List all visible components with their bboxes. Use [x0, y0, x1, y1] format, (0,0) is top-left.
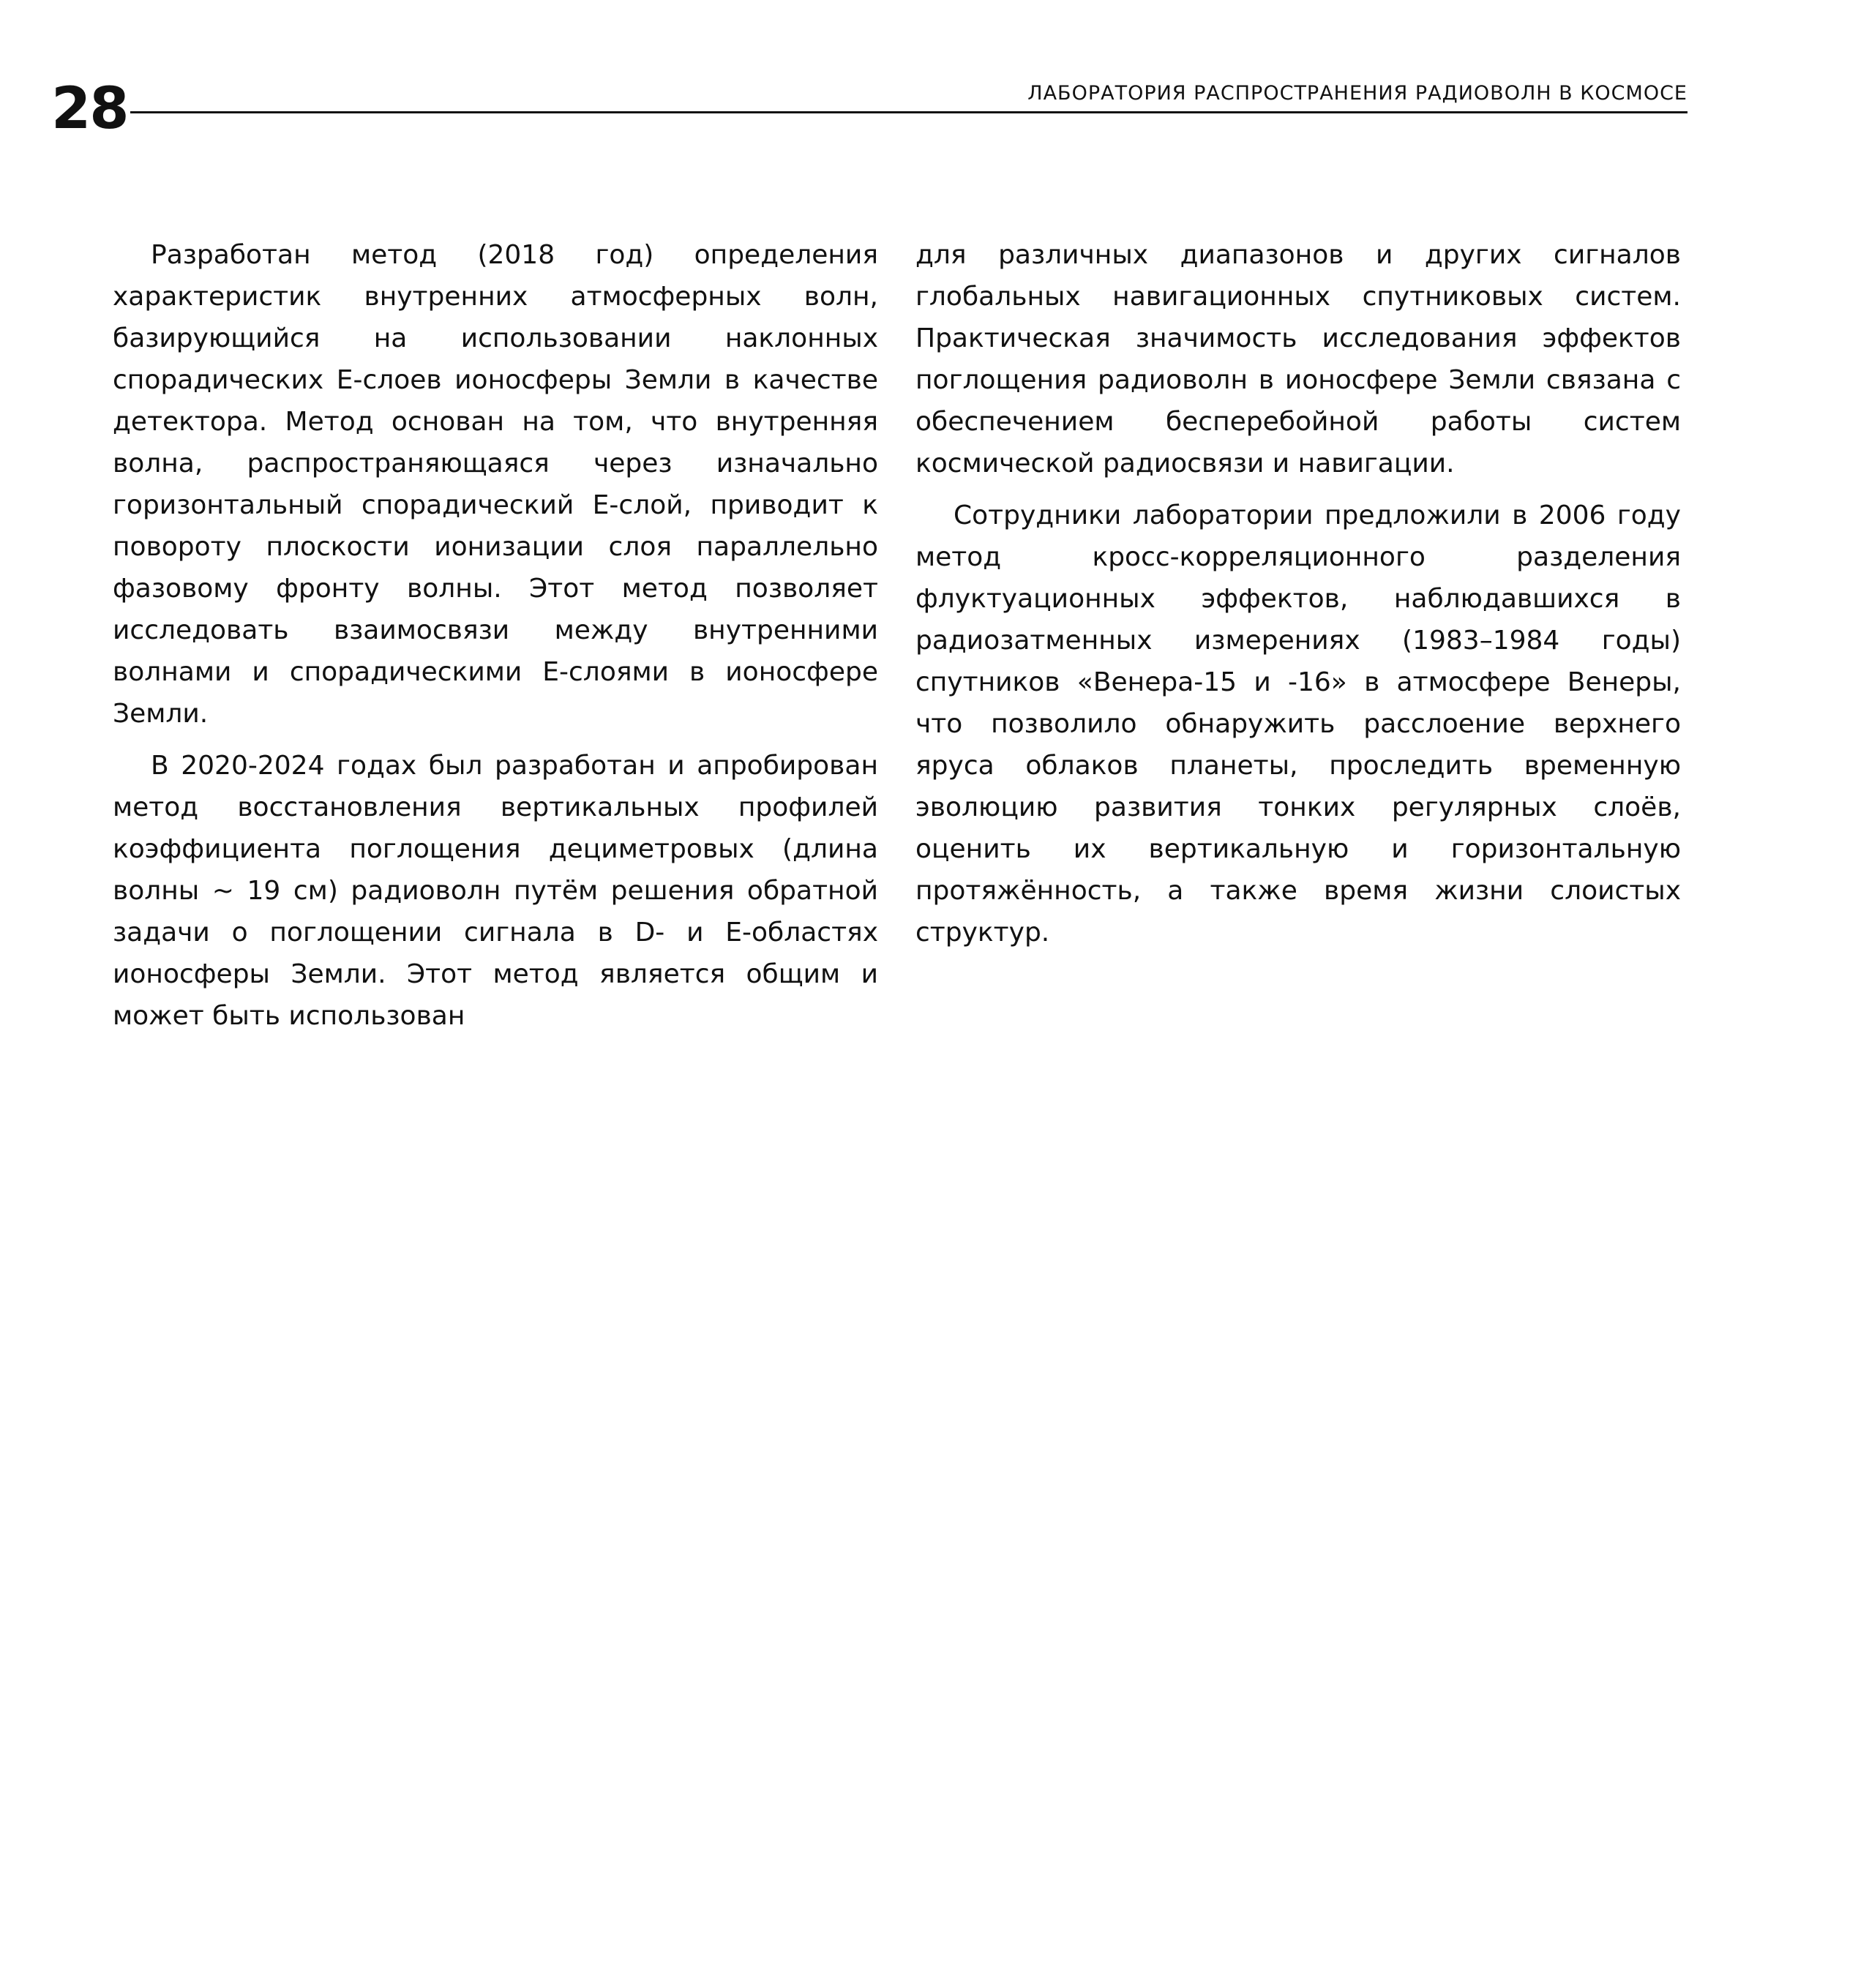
paragraph: Сотрудники лаборатории предложили в 2006 году метод кросс-корреляционного разделения флуктуационных эффектов, наблюдавшихся в радиозатменных измерениях (1983–1984 годы) спутников «Венера-15 и -16» в атмосфере Венеры, что позволило обнаружить расслоение верхнего яруса облаков планеты, проследить временную эволюцию развития тонких регулярных слоёв, оценить их вертикальную и горизонтальную протяжённость, а также время жизни слоистых структур.: [915, 500, 1681, 948]
paragraph: В 2020-2024 годах был разработан и апробирован метод восстановления вертикальных профилей коэффициента поглощения дециметровых (длина волны ~ 19 см) радиоволн путём решения обратной задачи о поглощении сигнала в D- и Е-областях ионосферы Земли. Этот метод является общим и может быть использован: [113, 751, 878, 1031]
paragraph: Разработан метод (2018 год) определения характеристик внутренних атмосферных волн, базирующийся на использовании наклонных спорадических Е-слоев ионосферы Земли в качестве детектора. Метод основан на том, что внутренняя волна, распространяющаяся через изначально горизонтальный спорадический Е-слой, приводит к повороту плоскости ионизации слоя параллельно фазовому фронту волны. Этот метод позволяет исследовать взаимосвязи между внутренними волнами и спорадическими Е-слоями в ионосфере Земли.: [113, 240, 878, 729]
header-rule: [130, 111, 1687, 113]
left-column: [113, 234, 878, 1037]
right-column: [915, 234, 1681, 953]
running-title: ЛАБОРАТОРИЯ РАСПРОСТРАНЕНИЯ РАДИОВОЛН В КОСМОСЕ: [1027, 82, 1687, 105]
page-number: 28: [51, 76, 128, 142]
paragraph: для различных диапазонов и других сигналов глобальных навигационных спутниковых систем. Практическая значимость исследования эффектов поглощения радиоволн в ионосфере Земли связана с обеспечением бесперебойной работы систем космической радиосвязи и навигации.: [915, 240, 1681, 479]
